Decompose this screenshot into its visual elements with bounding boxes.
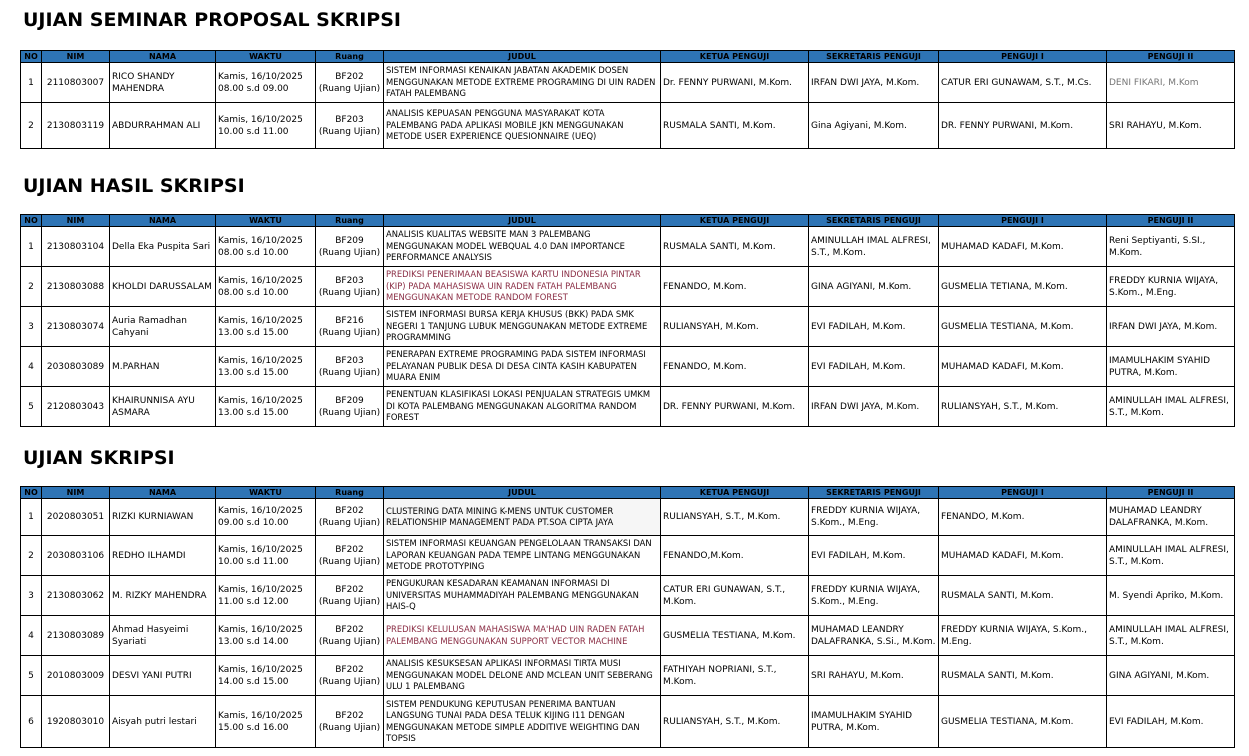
cell-jam: 09.00 s.d 10.00	[218, 518, 289, 528]
cell-waktu	[216, 616, 316, 656]
col-header-penguji1: PENGUJI I	[939, 51, 1107, 63]
cell-nama: Ahmad Hasyeimi Syariati	[110, 616, 216, 656]
cell-ruang-ket: (Ruang Ujian)	[318, 126, 381, 137]
cell-nama: Della Eka Puspita Sari	[110, 227, 216, 267]
cell-nama: ABDURRAHMAN ALI	[110, 103, 216, 149]
cell-jam: 11.00 s.d 12.00	[218, 596, 289, 607]
cell-ketua: CATUR ERI GUNAWAN, S.T., M.Kom.	[661, 576, 809, 616]
cell-ketua: FATHIYAH NOPRIANI, S.T., M.Kom.	[661, 656, 809, 696]
cell-no: 4	[21, 616, 42, 656]
cell-judul: ANALISIS KUALITAS WEBSITE MAN 3 PALEMBANG MENGGUNAKAN MODEL WEBQUAL 4.0 DAN IMPORTANCE PERFORMANCE ANALYSIS	[384, 227, 661, 267]
cell-penguji1: GUSMELIA TESTIANA, M.Kom.	[939, 307, 1107, 347]
cell-penguji2: MUHAMAD LEANDRY DALAFRANKA, M.Kom.	[1107, 499, 1235, 536]
table-row	[21, 696, 1235, 748]
col-header-waktu: WAKTU	[216, 215, 316, 227]
table-row	[21, 656, 1235, 696]
cell-jam: 08.00 s.d 09.00	[218, 83, 289, 94]
cell-ruang-ket: (Ruang Ujian)	[318, 676, 381, 687]
cell-ketua: RUSMALA SANTI, M.Kom.	[661, 227, 809, 267]
cell-waktu	[216, 656, 316, 696]
col-header-ketua: KETUA PENGUJI	[661, 215, 809, 227]
cell-no: 1	[21, 499, 42, 536]
cell-ruang-kode: BF202	[335, 71, 364, 82]
cell-sekretaris: IRFAN DWI JAYA, M.Kom.	[809, 63, 939, 103]
cell-hari: Kamis, 16/10/2025	[218, 114, 303, 125]
cell-nama: M.PARHAN	[110, 347, 216, 387]
col-header-nama: NAMA	[110, 487, 216, 499]
cell-jam: 10.00 s.d 11.00	[218, 126, 289, 137]
table-header-row	[21, 215, 1235, 227]
cell-nim: 2130803062	[42, 576, 110, 616]
cell-jam: 10.00 s.d 11.00	[218, 556, 289, 567]
cell-judul: PENGUKURAN KESADARAN KEAMANAN INFORMASI DI UNIVERSITAS MUHAMMADIYAH PALEMBANG MENGGUNAKAN HAIS-Q	[384, 576, 661, 616]
col-header-no: NO	[21, 215, 42, 227]
cell-penguji1: MUHAMAD KADAFI, M.Kom.	[939, 347, 1107, 387]
cell-ruang-kode: BF202	[335, 506, 364, 516]
cell-hari: Kamis, 16/10/2025	[218, 355, 303, 366]
cell-no: 5	[21, 387, 42, 427]
table-row	[21, 347, 1235, 387]
cell-nim: 1920803010	[42, 696, 110, 748]
table-row	[21, 536, 1235, 576]
col-header-penguji1: PENGUJI I	[939, 215, 1107, 227]
cell-waktu	[216, 576, 316, 616]
cell-no: 3	[21, 576, 42, 616]
cell-ruang	[316, 499, 384, 536]
cell-ketua: Dr. FENNY PURWANI, M.Kom.	[661, 63, 809, 103]
cell-ruang-ket: (Ruang Ujian)	[318, 287, 381, 298]
col-header-ruang: Ruang	[316, 51, 384, 63]
cell-nim: 2130803088	[42, 267, 110, 307]
cell-nim: 2130803074	[42, 307, 110, 347]
cell-ruang-ket: (Ruang Ujian)	[318, 596, 381, 607]
col-header-penguji2: PENGUJI II	[1107, 487, 1235, 499]
hasil-table	[20, 214, 1235, 427]
cell-waktu	[216, 267, 316, 307]
cell-waktu	[216, 227, 316, 267]
cell-jam: 13.00 s.d 15.00	[218, 327, 289, 338]
cell-penguji1: RUSMALA SANTI, M.Kom.	[939, 656, 1107, 696]
cell-ruang	[316, 227, 384, 267]
cell-ketua: GUSMELIA TESTIANA, M.Kom.	[661, 616, 809, 656]
cell-nim: 2030803089	[42, 347, 110, 387]
cell-ruang-kode: BF203	[335, 275, 364, 286]
cell-no: 4	[21, 347, 42, 387]
cell-ruang-ket: (Ruang Ujian)	[318, 636, 381, 647]
cell-ketua: FENANDO, M.Kom.	[661, 347, 809, 387]
col-header-sekretaris: SEKRETARIS PENGUJI	[809, 215, 939, 227]
col-header-sekretaris: SEKRETARIS PENGUJI	[809, 51, 939, 63]
cell-sekretaris: FREDDY KURNIA WIJAYA, S.Kom., M.Eng.	[809, 499, 939, 536]
cell-jam: 13.00 s.d 15.00	[218, 407, 289, 418]
cell-ruang-ket: (Ruang Ujian)	[318, 247, 381, 258]
cell-judul: SISTEM PENDUKUNG KEPUTUSAN PENERIMA BANTUAN LANGSUNG TUNAI PADA DESA TELUK KIJING I11 DENGAN MENGGUNAKAN METODE SIMPLE ADDITIVE WEIGHTING DAN TOPSIS	[384, 696, 661, 748]
table-row	[21, 227, 1235, 267]
col-header-penguji2: PENGUJI II	[1107, 51, 1235, 63]
cell-sekretaris: IMAMULHAKIM SYAHID PUTRA, M.Kom.	[809, 696, 939, 748]
col-header-no: NO	[21, 51, 42, 63]
cell-waktu	[216, 307, 316, 347]
cell-ruang	[316, 616, 384, 656]
cell-ruang	[316, 63, 384, 103]
cell-nama: REDHO ILHAMDI	[110, 536, 216, 576]
cell-penguji1: RUSMALA SANTI, M.Kom.	[939, 576, 1107, 616]
skripsi-table	[20, 486, 1235, 748]
cell-sekretaris: IRFAN DWI JAYA, M.Kom.	[809, 387, 939, 427]
cell-sekretaris: FREDDY KURNIA WIJAYA, S.Kom., M.Eng.	[809, 576, 939, 616]
cell-ruang-kode: BF202	[335, 624, 364, 635]
table-header-row	[21, 487, 1235, 499]
col-header-waktu: WAKTU	[216, 487, 316, 499]
cell-jam: 08.00 s.d 10.00	[218, 247, 289, 258]
col-header-waktu: WAKTU	[216, 51, 316, 63]
cell-ruang-kode: BF203	[335, 114, 364, 125]
cell-sekretaris: MUHAMAD LEANDRY DALAFRANKA, S.Si., M.Kom.	[809, 616, 939, 656]
cell-waktu	[216, 63, 316, 103]
cell-penguji2: SRI RAHAYU, M.Kom.	[1107, 103, 1235, 149]
table-row	[21, 267, 1235, 307]
cell-penguji2: FREDDY KURNIA WIJAYA, S.Kom., M.Eng.	[1107, 267, 1235, 307]
cell-hari: Kamis, 16/10/2025	[218, 664, 303, 675]
cell-nim: 2130803119	[42, 103, 110, 149]
cell-judul: PENERAPAN EXTREME PROGRAMING PADA SISTEM INFORMASI PELAYANAN PUBLIK DESA DI DESA CINTA KASIH KABUPATEN MUARA ENIM	[384, 347, 661, 387]
cell-penguji2: GINA AGIYANI, M.Kom.	[1107, 656, 1235, 696]
cell-penguji2: IRFAN DWI JAYA, M.Kom.	[1107, 307, 1235, 347]
cell-penguji1: RULIANSYAH, S.T., M.Kom.	[939, 387, 1107, 427]
cell-ruang-kode: BF209	[335, 235, 364, 246]
cell-penguji1: MUHAMAD KADAFI, M.Kom.	[939, 227, 1107, 267]
cell-ruang	[316, 103, 384, 149]
cell-sekretaris: EVI FADILAH, M.Kom.	[809, 536, 939, 576]
cell-ketua: DR. FENNY PURWANI, M.Kom.	[661, 387, 809, 427]
cell-jam: 13.00 s.d 15.00	[218, 367, 289, 378]
cell-ketua: FENANDO, M.Kom.	[661, 267, 809, 307]
cell-penguji2: Reni Septiyanti, S.SI., M.Kom.	[1107, 227, 1235, 267]
cell-sekretaris: EVI FADILAH, M.Kom.	[809, 307, 939, 347]
cell-penguji1: FREDDY KURNIA WIJAYA, S.Kom., M.Eng.	[939, 616, 1107, 656]
cell-ruang-kode: BF209	[335, 395, 364, 406]
cell-penguji2: EVI FADILAH, M.Kom.	[1107, 696, 1235, 748]
cell-no: 3	[21, 307, 42, 347]
cell-no: 5	[21, 656, 42, 696]
cell-nim: 2130803104	[42, 227, 110, 267]
table-row	[21, 576, 1235, 616]
cell-penguji1: GUSMELIA TETIANA, M.Kom.	[939, 267, 1107, 307]
cell-nim: 2130803089	[42, 616, 110, 656]
cell-penguji2: AMINULLAH IMAL ALFRESI, S.T., M.Kom.	[1107, 536, 1235, 576]
cell-no: 2	[21, 267, 42, 307]
cell-nama: RIZKI KURNIAWAN	[110, 499, 216, 536]
cell-nama: KHAIRUNNISA AYU ASMARA	[110, 387, 216, 427]
cell-no: 1	[21, 63, 42, 103]
cell-sekretaris: AMINULLAH IMAL ALFRESI, S.T., M.Kom.	[809, 227, 939, 267]
cell-ketua: RUSMALA SANTI, M.Kom.	[661, 103, 809, 149]
cell-ruang-kode: BF202	[335, 544, 364, 555]
table-row	[21, 499, 1235, 536]
col-header-no: NO	[21, 487, 42, 499]
cell-ruang	[316, 536, 384, 576]
col-header-nama: NAMA	[110, 215, 216, 227]
cell-nama: KHOLDI DARUSSALAM	[110, 267, 216, 307]
cell-ketua: RULIANSYAH, M.Kom.	[661, 307, 809, 347]
cell-waktu	[216, 387, 316, 427]
cell-no: 2	[21, 103, 42, 149]
col-header-ruang: Ruang	[316, 487, 384, 499]
cell-sekretaris: Gina Agiyani, M.Kom.	[809, 103, 939, 149]
cell-penguji1: CATUR ERI GUNAWAM, S.T., M.Cs.	[939, 63, 1107, 103]
cell-judul: ANALISIS KESUKSESAN APLIKASI INFORMASI TIRTA MUSI MENGGUNAKAN MODEL DELONE AND MCLEAN UNIT SEBERANG ULU 1 PALEMBANG	[384, 656, 661, 696]
cell-sekretaris: EVI FADILAH, M.Kom.	[809, 347, 939, 387]
cell-ruang-kode: BF216	[335, 315, 364, 326]
col-header-ruang: Ruang	[316, 215, 384, 227]
cell-judul: PENENTUAN KLASIFIKASI LOKASI PENJUALAN STRATEGIS UMKM DI KOTA PALEMBANG MENGGUNAKAN ALGORITMA RANDOM FOREST	[384, 387, 661, 427]
cell-judul: SISTEM INFORMASI KEUANGAN PENGELOLAAN TRANSAKSI DAN LAPORAN KEUANGAN PADA TEMPE LINTANG MENGGUNAKAN METODE PROTOTYPING	[384, 536, 661, 576]
cell-penguji2: M. Syendi Apriko, M.Kom.	[1107, 576, 1235, 616]
cell-hari: Kamis, 16/10/2025	[218, 235, 303, 246]
cell-ruang	[316, 267, 384, 307]
col-header-nim: NIM	[42, 51, 110, 63]
cell-no: 6	[21, 696, 42, 748]
cell-ruang-ket: (Ruang Ujian)	[318, 83, 381, 94]
cell-ketua: FENANDO,M.Kom.	[661, 536, 809, 576]
section-title-hasil: UJIAN HASIL SKRIPSI	[23, 175, 245, 197]
cell-hari: Kamis, 16/10/2025	[218, 315, 303, 326]
cell-nama: Aisyah putri lestari	[110, 696, 216, 748]
cell-ruang	[316, 387, 384, 427]
cell-sekretaris: SRI RAHAYU, M.Kom.	[809, 656, 939, 696]
cell-hari: Kamis, 16/10/2025	[218, 624, 303, 635]
cell-nim: 2030803106	[42, 536, 110, 576]
cell-ruang-kode: BF202	[335, 584, 364, 595]
cell-ruang-ket: (Ruang Ujian)	[318, 518, 381, 528]
col-header-nama: NAMA	[110, 51, 216, 63]
cell-waktu	[216, 499, 316, 536]
col-header-ketua: KETUA PENGUJI	[661, 51, 809, 63]
cell-ruang	[316, 696, 384, 748]
cell-nama: DESVI YANI PUTRI	[110, 656, 216, 696]
section-title-skripsi: UJIAN SKRIPSI	[23, 447, 175, 469]
cell-ruang-ket: (Ruang Ujian)	[318, 327, 381, 338]
cell-sekretaris: GINA AGIYANI, M.Kom.	[809, 267, 939, 307]
col-header-sekretaris: SEKRETARIS PENGUJI	[809, 487, 939, 499]
cell-ruang-kode: BF202	[335, 664, 364, 675]
cell-hari: Kamis, 16/10/2025	[218, 584, 303, 595]
col-header-penguji2: PENGUJI II	[1107, 215, 1235, 227]
cell-hari: Kamis, 16/10/2025	[218, 506, 303, 516]
cell-judul: ANALISIS KEPUASAN PENGGUNA MASYARAKAT KOTA PALEMBANG PADA APLIKASI MOBILE JKN MENGGUNAKAN METODE USER EXPERIENCE QUESIONNAIRE (UEQ)	[384, 103, 661, 149]
cell-nama: M. RIZKY MAHENDRA	[110, 576, 216, 616]
cell-jam: 14.00 s.d 15.00	[218, 676, 289, 687]
table-row	[21, 307, 1235, 347]
cell-nim: 2020803051	[42, 499, 110, 536]
cell-ruang-kode: BF202	[335, 710, 364, 721]
cell-ketua: RULIANSYAH, S.T., M.Kom.	[661, 499, 809, 536]
table-row	[21, 63, 1235, 103]
cell-no: 1	[21, 227, 42, 267]
cell-jam: 13.00 s.d 14.00	[218, 636, 289, 647]
cell-ruang-ket: (Ruang Ujian)	[318, 367, 381, 378]
col-header-nim: NIM	[42, 487, 110, 499]
table-row	[21, 387, 1235, 427]
cell-ruang-kode: BF203	[335, 355, 364, 366]
cell-hari: Kamis, 16/10/2025	[218, 71, 303, 82]
cell-waktu	[216, 536, 316, 576]
cell-ruang-ket: (Ruang Ujian)	[318, 407, 381, 418]
cell-ruang	[316, 656, 384, 696]
cell-penguji2: AMINULLAH IMAL ALFRESI, S.T., M.Kom.	[1107, 616, 1235, 656]
cell-waktu	[216, 103, 316, 149]
table-row	[21, 616, 1235, 656]
col-header-judul: JUDUL	[384, 215, 661, 227]
col-header-penguji1: PENGUJI I	[939, 487, 1107, 499]
cell-judul: SISTEM INFORMASI KENAIKAN JABATAN AKADEMIK DOSEN MENGGUNAKAN METODE EXTREME PROGRAMING DI UIN RADEN FATAH PALEMBANG	[384, 63, 661, 103]
cell-judul: PREDIKSI PENERIMAAN BEASISWA KARTU INDONESIA PINTAR (KIP) PADA MAHASISWA UIN RADEN FATAH PALEMBANG MENGGUNAKAN METODE RANDOM FOREST	[384, 267, 661, 307]
cell-judul: CLUSTERING DATA MINING K-MENS UNTUK CUSTOMER RELATIONSHIP MANAGEMENT PADA PT.SOA CIPTA JAYA	[384, 499, 661, 536]
cell-penguji2: DENI FIKARI, M.Kom	[1107, 63, 1235, 103]
cell-hari: Kamis, 16/10/2025	[218, 710, 303, 721]
cell-ruang-ket: (Ruang Ujian)	[318, 556, 381, 567]
cell-hari: Kamis, 16/10/2025	[218, 395, 303, 406]
cell-nim: 2120803043	[42, 387, 110, 427]
cell-penguji1: FENANDO, M.Kom.	[939, 499, 1107, 536]
cell-hari: Kamis, 16/10/2025	[218, 544, 303, 555]
cell-hari: Kamis, 16/10/2025	[218, 275, 303, 286]
cell-penguji2: IMAMULHAKIM SYAHID PUTRA, M.Kom.	[1107, 347, 1235, 387]
cell-ruang	[316, 576, 384, 616]
col-header-nim: NIM	[42, 215, 110, 227]
cell-waktu	[216, 347, 316, 387]
cell-penguji1: DR. FENNY PURWANI, M.Kom.	[939, 103, 1107, 149]
cell-ruang-ket: (Ruang Ujian)	[318, 722, 381, 733]
cell-nim: 2110803007	[42, 63, 110, 103]
cell-nama: RICO SHANDY MAHENDRA	[110, 63, 216, 103]
cell-nama: Auria Ramadhan Cahyani	[110, 307, 216, 347]
cell-ruang	[316, 307, 384, 347]
cell-penguji2: AMINULLAH IMAL ALFRESI, S.T., M.Kom.	[1107, 387, 1235, 427]
table-row	[21, 103, 1235, 149]
col-header-ketua: KETUA PENGUJI	[661, 487, 809, 499]
cell-jam: 08.00 s.d 10.00	[218, 287, 289, 298]
cell-jam: 15.00 s.d 16.00	[218, 722, 289, 733]
cell-judul: SISTEM INFORMASI BURSA KERJA KHUSUS (BKK) PADA SMK NEGERI 1 TANJUNG LUBUK MENGGUNAKAN METODE EXTREME PROGRAMMING	[384, 307, 661, 347]
cell-nim: 2010803009	[42, 656, 110, 696]
cell-judul: PREDIKSI KELULUSAN MAHASISWA MA'HAD UIN RADEN FATAH PALEMBANG MENGGUNAKAN SUPPORT VECTOR MACHINE	[384, 616, 661, 656]
cell-ketua: RULIANSYAH, S.T., M.Kom.	[661, 696, 809, 748]
col-header-judul: JUDUL	[384, 487, 661, 499]
table-header-row	[21, 51, 1235, 63]
col-header-judul: JUDUL	[384, 51, 661, 63]
proposal-table	[20, 50, 1235, 149]
cell-no: 2	[21, 536, 42, 576]
cell-penguji1: GUSMELIA TESTIANA, M.Kom.	[939, 696, 1107, 748]
cell-ruang	[316, 347, 384, 387]
cell-penguji1: MUHAMAD KADAFI, M.Kom.	[939, 536, 1107, 576]
cell-waktu	[216, 696, 316, 748]
section-title-proposal: UJIAN SEMINAR PROPOSAL SKRIPSI	[23, 9, 401, 31]
